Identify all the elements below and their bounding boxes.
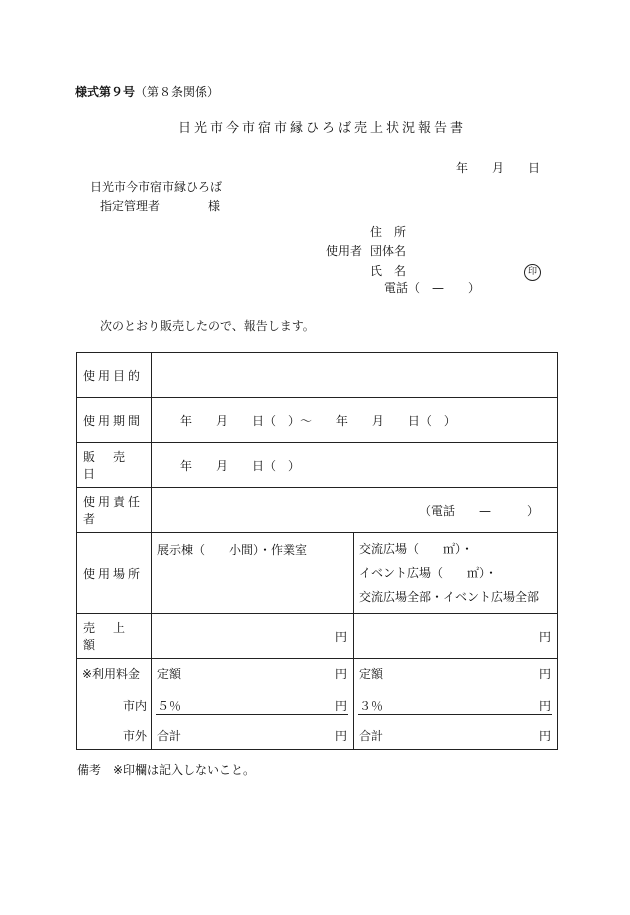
row-sale-date: [77, 443, 558, 488]
date-day: 日: [528, 161, 541, 175]
seal-mark: 印: [524, 262, 541, 281]
addressee-honorific: 様: [208, 199, 221, 213]
sale-date-field[interactable]: [152, 443, 558, 488]
purpose-label: 使用目的: [77, 353, 152, 398]
row-purpose: [77, 353, 558, 398]
fee-right-total-yen: 円: [538, 729, 551, 743]
fee-right-rate-line: [358, 697, 552, 715]
responsible-label: 使用責任者: [77, 488, 152, 533]
period-label: 使用期間: [77, 398, 152, 443]
intro-text: 次のとおり販売したので、報告します。: [100, 319, 315, 333]
report-table: [76, 352, 558, 750]
fee-label-cell: [77, 659, 152, 750]
sales-right-field[interactable]: [354, 614, 558, 659]
place-right-field[interactable]: [354, 533, 558, 614]
outside-label: 市外: [123, 729, 148, 743]
place-right-line3: 交流広場全部・イベント広場全部: [359, 590, 540, 604]
sales-left-yen: 円: [334, 629, 347, 644]
fee-right-fixed: 定額: [359, 667, 384, 681]
responsible-field[interactable]: [152, 488, 558, 533]
sale-date-label: 販 売 日: [77, 443, 152, 488]
row-responsible: [77, 488, 558, 533]
responsible-phone: （電話 — ）: [418, 503, 539, 518]
applicant-phone: 電話（ — ）: [384, 281, 481, 295]
address-label: 住 所: [370, 225, 407, 239]
addressee-line2: 指定管理者: [100, 199, 161, 213]
place-right-line1: 交流広場（ ㎡）・: [359, 542, 474, 556]
purpose-field[interactable]: [152, 353, 558, 398]
fee-right-rate: ３％: [359, 699, 384, 713]
applicant-role: 使用者: [326, 244, 363, 258]
fee-right-fixed-yen: 円: [538, 667, 551, 681]
row-fee: [77, 659, 558, 750]
row-sales: [77, 614, 558, 659]
document-title: 日光市今市宿市縁ひろば売上状況報告書: [178, 121, 467, 136]
fee-left-rate: ５％: [157, 699, 182, 713]
place-label: 使用場所: [77, 533, 152, 614]
sales-left-field[interactable]: [152, 614, 354, 659]
fee-right-field[interactable]: [354, 659, 558, 750]
row-place: [77, 533, 558, 614]
footnote: 備考 ※印欄は記入しないこと。: [77, 763, 256, 777]
name-label: 氏 名: [370, 264, 407, 278]
fee-left-field[interactable]: [152, 659, 354, 750]
period-start: 年 月 日（ ）～: [180, 413, 313, 428]
fee-left-total: 合計: [157, 729, 182, 743]
group-label: 団体名: [370, 244, 407, 258]
fee-left-total-yen: 円: [334, 729, 347, 743]
period-end: 年 月 日（ ）: [335, 413, 456, 428]
sales-right-yen: 円: [538, 629, 551, 644]
fee-left-rate-yen: 円: [334, 699, 347, 713]
place-left-text: 展示棟（ 小間）・作業室: [157, 543, 308, 557]
date-year: 年: [456, 161, 469, 175]
fee-label: ※利用料金: [82, 667, 141, 681]
sale-date-value: 年 月 日（ ）: [180, 458, 301, 473]
fee-left-fixed-yen: 円: [334, 667, 347, 681]
date-month: 月: [492, 161, 505, 175]
place-right-line2: イベント広場（ ㎡）・: [359, 566, 498, 580]
fee-right-total: 合計: [359, 729, 384, 743]
fee-right-rate-yen: 円: [538, 699, 551, 713]
addressee-line1: 日光市今市宿市縁ひろば: [90, 180, 223, 194]
row-period: [77, 398, 558, 443]
form-number: 様式第９号（第８条関係）: [75, 85, 220, 99]
place-left-field[interactable]: [152, 533, 354, 614]
fee-left-fixed: 定額: [157, 667, 182, 681]
period-field[interactable]: [152, 398, 558, 443]
sales-label: 売 上 額: [77, 614, 152, 659]
inside-label: 市内: [123, 699, 148, 713]
fee-left-rate-line: [156, 697, 348, 715]
